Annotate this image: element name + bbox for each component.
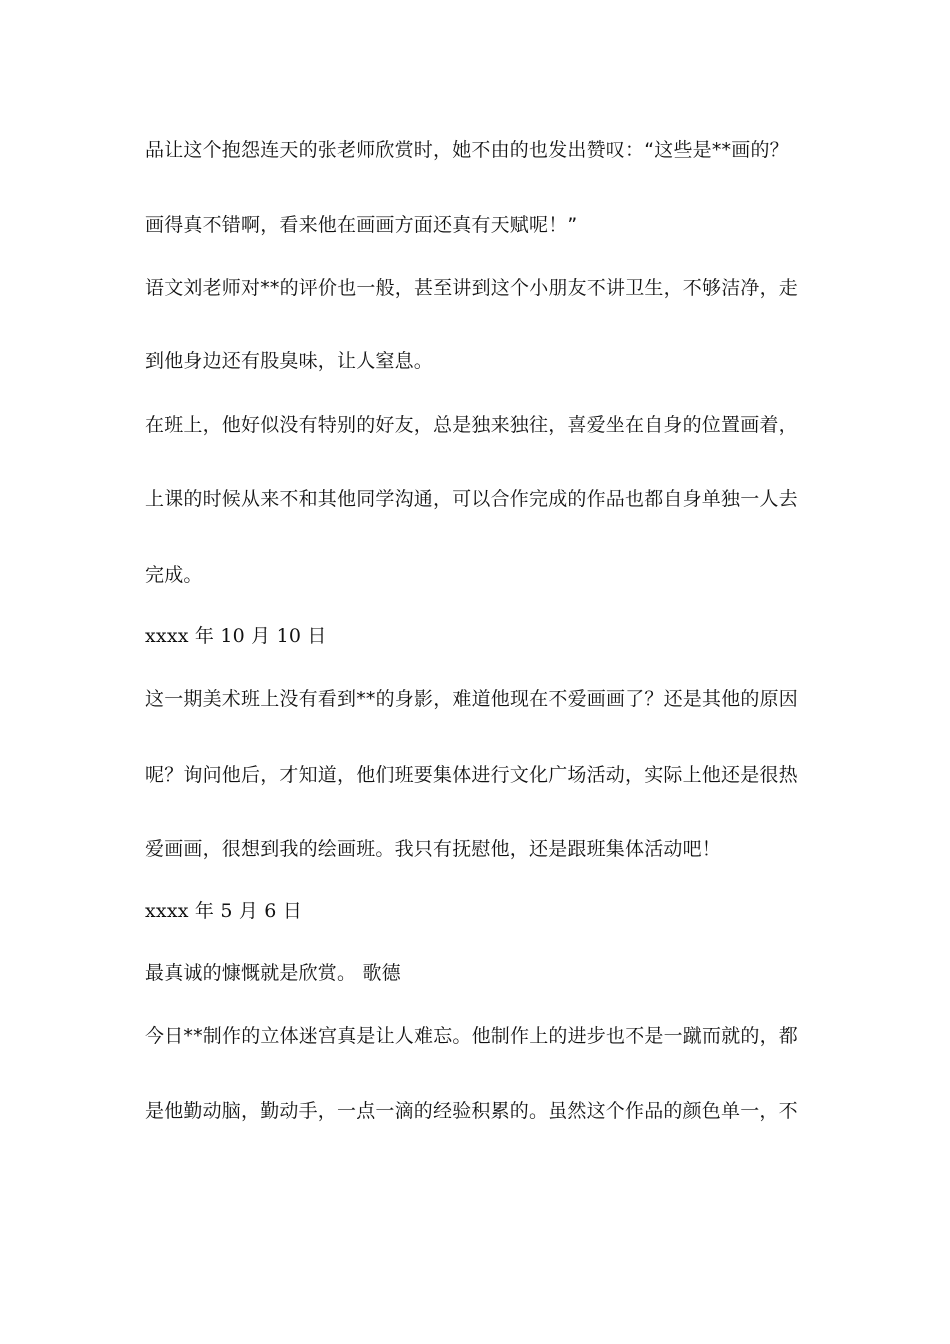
paragraph-line: 今日**制作的立体迷宫真是让人难忘。他制作上的进步也不是一蹴而就的，都 <box>145 1025 799 1047</box>
paragraph-line: 在班上，他好似没有特别的好友，总是独来独往，喜爱坐在自身的位置画着， <box>145 414 798 436</box>
paragraph-line: 品让这个抱怨连天的张老师欣赏时，她不由的也发出赞叹：“这些是**画的？ <box>145 139 789 161</box>
diary-date: xxxx 年 10 月 10 日 <box>145 625 327 647</box>
diary-date: xxxx 年 5 月 6 日 <box>145 900 303 922</box>
paragraph-line: 呢？询问他后，才知道，他们班要集体进行文化广场活动，实际上他还是很热 <box>145 764 798 786</box>
paragraph-line: 语文刘老师对**的评价也一般，甚至讲到这个小朋友不讲卫生，不够洁净，走 <box>145 277 799 299</box>
quote-line: 最真诚的慷慨就是欣赏。 歌德 <box>145 962 401 984</box>
paragraph-line: 是他勤动脑，勤动手，一点一滴的经验积累的。虽然这个作品的颜色单一，不 <box>145 1100 798 1122</box>
paragraph-line: 画得真不错啊，看来他在画画方面还真有天赋呢！” <box>145 214 578 236</box>
paragraph-line: 完成。 <box>145 564 203 586</box>
paragraph-line: 到他身边还有股臭味，让人窒息。 <box>145 350 434 372</box>
paragraph-line: 这一期美术班上没有看到**的身影，难道他现在不爱画画了？还是其他的原因 <box>145 688 799 710</box>
paragraph-line: 爱画画，很想到我的绘画班。我只有抚慰他，还是跟班集体活动吧！ <box>145 838 722 860</box>
paragraph-line: 上课的时候从来不和其他同学沟通，可以合作完成的作品也都自身单独一人去 <box>145 488 798 510</box>
